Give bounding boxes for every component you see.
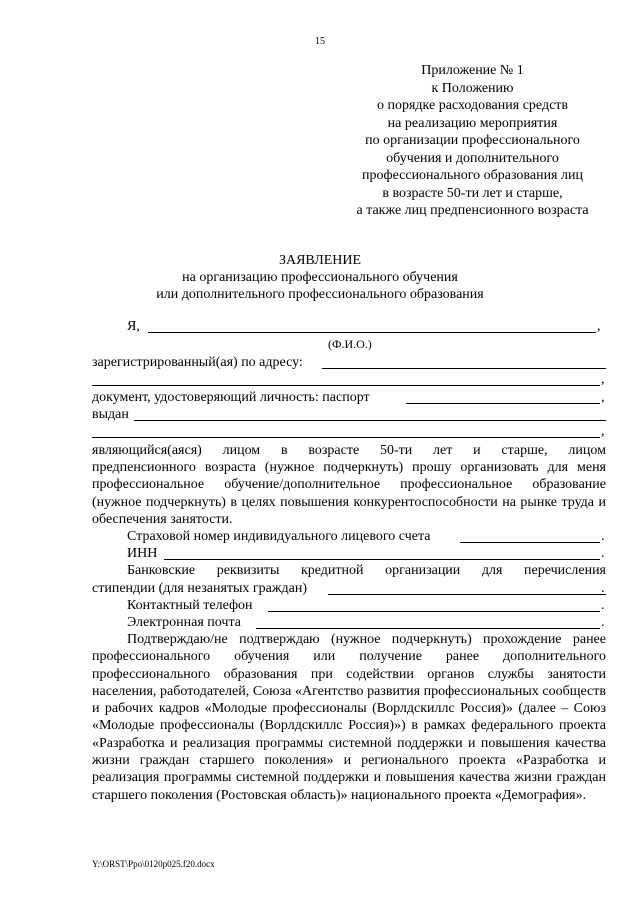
email-field[interactable] bbox=[256, 628, 600, 629]
title-line: или дополнительного профессионального образования bbox=[156, 287, 484, 302]
document-title bbox=[0, 252, 640, 303]
bank-line: Банковские реквизиты кредитной организации для перечисления bbox=[127, 563, 606, 578]
phone-label: Контактный телефон bbox=[127, 598, 253, 613]
comma: , bbox=[601, 424, 605, 439]
statement-text: предпенсионного возраста (нужное подчеркнуть) прошу организовать для меня профессиональное обучение/дополнительное профессиональное образование (нужное подчеркнуть) в целях повышения конкурентоспособности на рынке труда и обеспечения занятости. bbox=[92, 460, 606, 527]
comma: , bbox=[597, 319, 601, 334]
inn-label: ИНН bbox=[127, 546, 158, 561]
appendix-line: а также лиц предпенсионного возраста bbox=[356, 203, 589, 218]
bank-label: стипендии (для незанятых граждан) bbox=[92, 581, 308, 596]
page-number: 15 bbox=[315, 36, 325, 47]
title-line: на организацию профессионального обучения bbox=[182, 270, 458, 285]
title-heading: ЗАЯВЛЕНИЕ bbox=[278, 253, 362, 268]
inn-field[interactable] bbox=[164, 559, 600, 560]
appendix-header bbox=[330, 62, 615, 220]
period: . bbox=[601, 615, 605, 630]
snils-label: Страховой номер индивидуального лицевого счета bbox=[127, 529, 431, 544]
email-label: Электронная почта bbox=[127, 615, 241, 630]
period: . bbox=[601, 529, 605, 544]
address-label: зарегистрированный(ая) по адресу: bbox=[92, 355, 303, 370]
address-field-2[interactable] bbox=[92, 385, 600, 386]
appendix-line: о порядке расходования средств bbox=[376, 98, 569, 113]
period: . bbox=[601, 581, 605, 596]
snils-field[interactable] bbox=[460, 542, 600, 543]
appendix-line: на реализацию мероприятия bbox=[387, 115, 558, 131]
document-label: документ, удостоверяющий личность: паспорт bbox=[92, 390, 370, 405]
comma: , bbox=[601, 372, 605, 387]
fio-field[interactable] bbox=[148, 332, 596, 333]
appendix-line: обучения и дополнительного bbox=[386, 150, 559, 166]
confirm-text: Подтверждаю/не подтверждаю (нужное подчеркнуть) прохождение ранее профессионального обучения или получение ранее дополнительного профессионального образования при содействии органов службы занятости населения, работодателей, Союза «Агентство развития профессиональных сообществ и рабочих кадров «Молодые профессионалы (Ворлдскиллс Россия)» (далее – Союз «Молодые профессионалы (Ворлдскиллс Россия)») в рамках федерального проекта «Разработка и реализация программы системной поддержки и повышения качества жизни граждан старшего поколения» и регионального проекта «Разработка и реализация программы системной поддержки и повышения качества жизни граждан старшего поколения (Ростовская область)» национального проекта «Демография». bbox=[92, 632, 606, 803]
period: . bbox=[601, 598, 605, 613]
address-field[interactable] bbox=[322, 368, 606, 369]
appendix-line: Приложение № 1 bbox=[421, 63, 524, 78]
issued-field-2[interactable] bbox=[92, 437, 600, 438]
statement-paragraph bbox=[92, 459, 606, 528]
file-path-footer: Y:\ORST\Ppo\0120p025.f20.docx bbox=[92, 859, 215, 869]
bank-field[interactable] bbox=[328, 594, 606, 595]
appendix-line: к Положению bbox=[431, 80, 514, 96]
issued-label: выдан bbox=[92, 407, 129, 422]
appendix-line: по организации профессионального bbox=[365, 133, 580, 148]
period: . bbox=[601, 546, 605, 561]
comma: , bbox=[601, 390, 605, 405]
passport-field[interactable] bbox=[406, 403, 600, 404]
confirm-paragraph bbox=[92, 631, 606, 804]
issued-field[interactable] bbox=[134, 420, 606, 421]
phone-field[interactable] bbox=[268, 611, 600, 612]
ya-label: Я, bbox=[127, 319, 140, 334]
statement-line: являющийся(аяся) лицом в возрасте 50-ти лет и старше, лицом bbox=[92, 443, 606, 458]
appendix-line: в возрасте 50-ти лет и старше, bbox=[382, 185, 563, 201]
form-body bbox=[92, 318, 606, 818]
fio-hint: (Ф.И.О.) bbox=[328, 337, 372, 351]
appendix-line: профессионального образования лиц bbox=[362, 168, 583, 183]
